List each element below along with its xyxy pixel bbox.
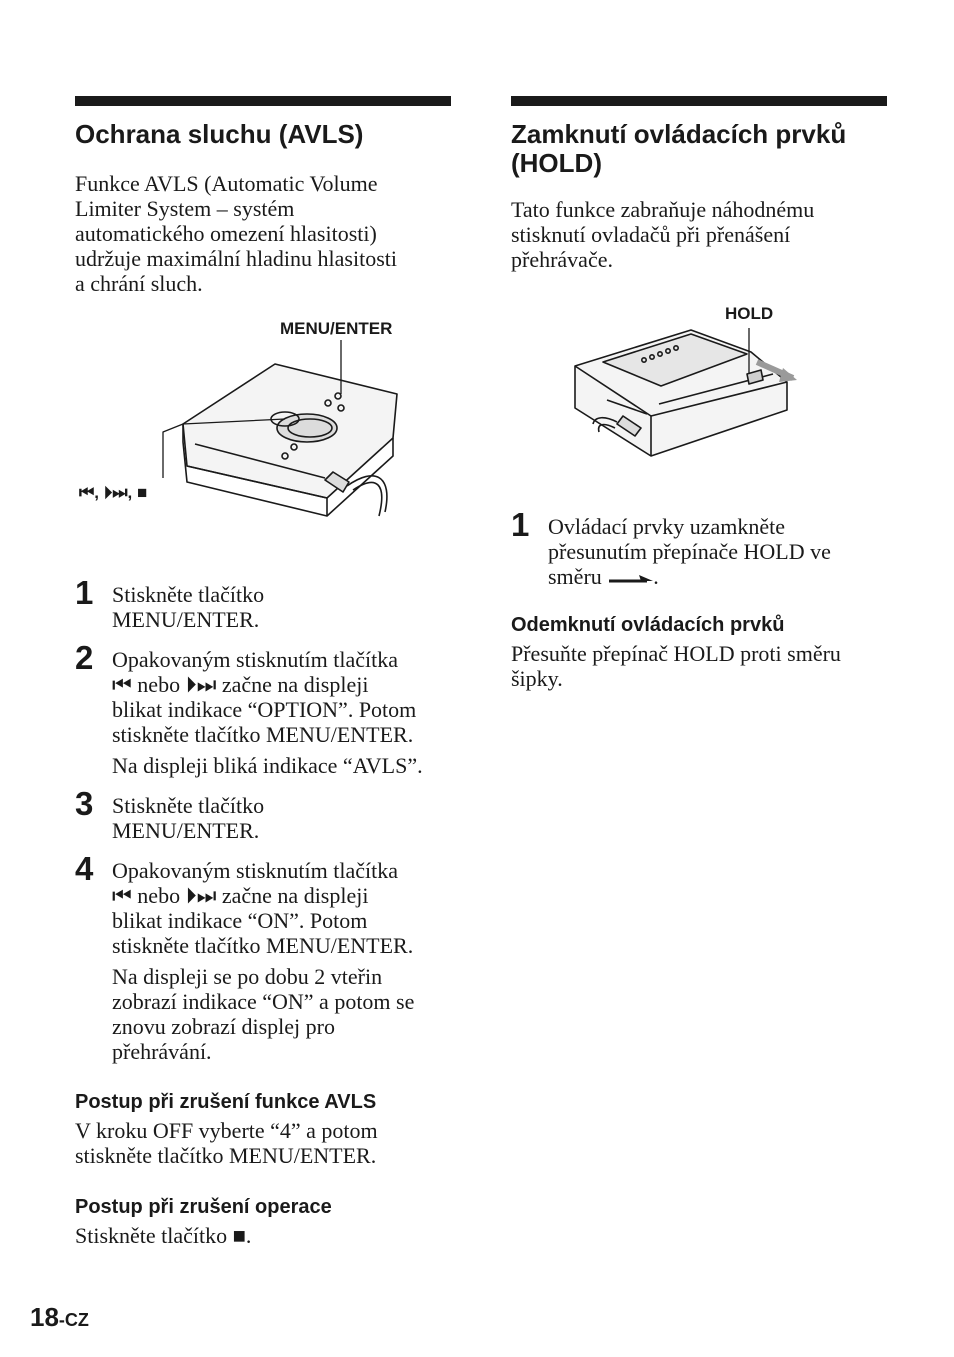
left-column [75, 96, 451, 1248]
step-note: Na displeji bliká indikace “AVLS”. [112, 753, 423, 778]
step-2: 2 Opakovaným stisknutím tlačítka ⏮ nebo ⏵⏭ začne na displeji blikat indikace “OPTION”. Potom stiskněte tlačítko MENU/ENTER. Na displeji bliká indikace “AVLS”. [75, 647, 451, 778]
step-number: 1 [511, 506, 530, 543]
right-column [511, 96, 887, 691]
step-number: 3 [75, 785, 94, 822]
callout-hold: HOLD [725, 304, 774, 323]
step-1: 1 Stiskněte tlačítko MENU/ENTER. [75, 574, 265, 632]
step-number: 2 [75, 639, 94, 676]
step-4: 4 Opakovaným stisknutím tlačítka ⏮ nebo ⏵⏭ začne na displeji blikat indikace “ON”. Potom stiskněte tlačítko MENU/ENTER. Na displeji se po dobu 2 vteřin zobrazí indikace “ON” a potom se znovu zobrazí displej pro přehrávání. [75, 858, 451, 1064]
steps-avls [75, 574, 451, 1064]
right-arrow-icon [607, 572, 653, 586]
section-title-avls: Ochrana sluchu (AVLS) [75, 119, 364, 149]
step-note: Na displeji se po dobu 2 vteřin zobrazí indikace “ON” a potom se znovu zobrazí displej pro přehrávání. [112, 964, 415, 1064]
subheading-cancel-operation: Postup při zrušení operace [75, 1196, 332, 1218]
step-number: 4 [75, 850, 94, 887]
cancel-operation-text: Stiskněte tlačítko ■. [75, 1223, 252, 1248]
unlock-text: Přesuňte přepínač HOLD proti směru šipky. [511, 641, 841, 691]
player-illustration-avls [75, 316, 451, 562]
hold-step-1: 1 Ovládací prvky uzamkněte přesunutím přepínače HOLD ve směru . [511, 506, 831, 589]
section-rule [511, 96, 887, 106]
step-number: 1 [75, 574, 94, 611]
player-illustration-hold [511, 304, 887, 494]
callout-menu-enter: MENU/ENTER [280, 319, 393, 338]
cancel-avls-text: V kroku OFF vyberte “4” a potom stiskněte tlačítko MENU/ENTER. [75, 1118, 378, 1168]
section-rule [75, 96, 451, 106]
intro-avls: Funkce AVLS (Automatic Volume Limiter System – systém automatického omezení hlasitosti) udržuje maximální hladinu hlasitosti a chrání sluch. [75, 171, 397, 296]
intro-hold: Tato funkce zabraňuje náhodnému stisknutí ovladačů při přenášení přehrávače. [511, 197, 815, 272]
page-number: 18-CZ [30, 1302, 89, 1332]
callout-transport-buttons: ⏮, ⏵⏭, ■ [79, 483, 148, 502]
md-player-drawing [75, 316, 451, 562]
step-3: 3 Stiskněte tlačítko MENU/ENTER. [75, 785, 265, 843]
section-title-hold: Zamknutí ovládacích prvků (HOLD) [511, 119, 847, 178]
subheading-unlock: Odemknutí ovládacích prvků [511, 614, 785, 636]
md-player-side-drawing [511, 304, 887, 494]
subheading-cancel-avls: Postup při zrušení funkce AVLS [75, 1091, 377, 1113]
